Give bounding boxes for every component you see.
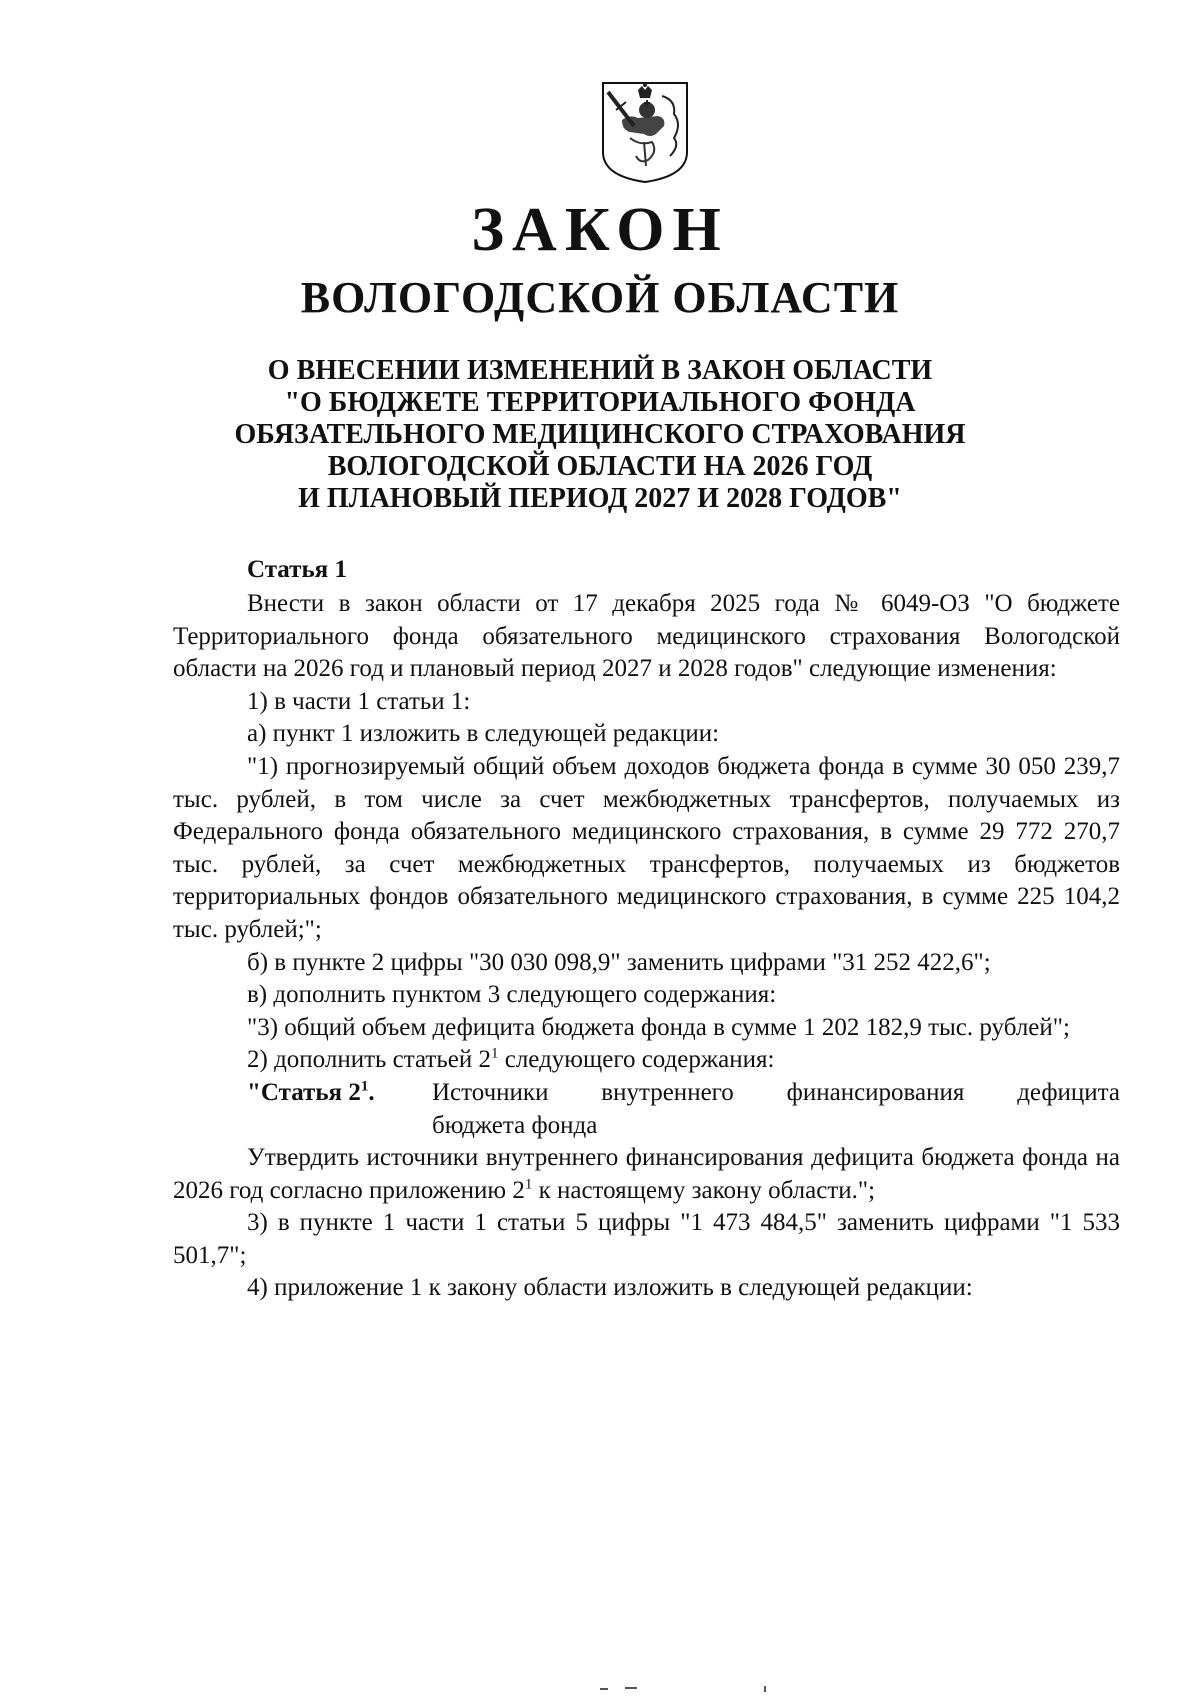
superscript: 1 (360, 1078, 369, 1095)
paragraph-text: Утвердить источники внутреннего финансирования дефицита бюджета фонда на 2026 год согласно приложению 2 (173, 1144, 1120, 1204)
paragraph: 1) в части 1 статьи 1: (247, 687, 471, 715)
law-name-line: О ВНЕСЕНИИ ИЗМЕНЕНИЙ В ЗАКОН ОБЛАСТИ (267, 355, 933, 386)
paragraph: 4) приложение 1 к закону области изложить в следующей редакции: (247, 1274, 973, 1302)
new-article-label-text: "Статья 2 (247, 1078, 361, 1106)
paragraph: а) пункт 1 изложить в следующей редакции: (247, 720, 720, 748)
law-name-line: И ПЛАНОВЫЙ ПЕРИОД 2027 И 2028 ГОДОВ" (298, 483, 902, 514)
law-name-line: ВОЛОГОДСКОЙ ОБЛАСТИ НА 2026 ГОД (327, 451, 873, 482)
superscript: 1 (490, 1045, 499, 1062)
document-title: ЗАКОН (471, 196, 729, 264)
superscript: 1 (524, 1176, 533, 1193)
new-article-title-cont: бюджета фонда (432, 1111, 598, 1139)
paragraph: в) дополнить пунктом 3 следующего содержания: (247, 981, 777, 1009)
document-subtitle: ВОЛОГОДСКОЙ ОБЛАСТИ (300, 273, 900, 322)
paragraph-text: 2) дополнить статьей 2 (247, 1046, 491, 1074)
new-article-label-dot: . (368, 1078, 375, 1106)
paragraph-text: следующего содержания: (498, 1046, 775, 1074)
paragraph: б) в пункте 2 цифры "30 030 098,9" заменить цифрами "31 252 422,6"; (247, 948, 991, 976)
paragraph: "3) общий объем дефицита бюджета фонда в сумме 1 202 182,9 тыс. рублей"; (247, 1013, 1070, 1041)
law-name (0, 355, 1200, 515)
article-heading: Статья 1 (247, 556, 347, 583)
new-article-title: Источники внутреннего финансирования дефицита (432, 1078, 1120, 1106)
paragraph-text: к настоящему закону области."; (532, 1176, 876, 1204)
scan-mark (600, 1688, 608, 1690)
paragraph (173, 1142, 1120, 1207)
scan-mark (764, 1686, 766, 1692)
coat-of-arms-icon (600, 80, 690, 184)
paragraph: 3) в пункте 1 части 1 статьи 5 цифры "1 473 484,5" заменить цифрами "1 533 501,7"; (173, 1209, 1120, 1269)
scan-mark (625, 1687, 637, 1689)
paragraph (173, 1044, 1120, 1077)
paragraph: Внести в закон области от 17 декабря 2025 года № 6049-ОЗ "О бюджете Территориального фонда обязательного медицинского страхования Вологодской области на 2026 год и плановый период 2027 и 2028 годов" следующие изменения: (173, 590, 1120, 683)
law-name-line: ОБЯЗАТЕЛЬНОГО МЕДИЦИНСКОГО СТРАХОВАНИЯ (234, 419, 966, 450)
new-article-heading (173, 1077, 1120, 1110)
document-body (173, 552, 1120, 1305)
law-name-line: "О БЮДЖЕТЕ ТЕРРИТОРИАЛЬНОГО ФОНДА (284, 387, 916, 418)
paragraph: "1) прогнозируемый общий объем доходов бюджета фонда в сумме 30 050 239,7 тыс. рублей, в том числе за счет межбюджетных трансфертов, получаемых из Федерального фонда обязательного медицинского страхования, в сумме 29 772 270,7 тыс. рублей, за счет межбюджетных трансфертов, получаемых из бюджетов территориальных фондов обязательного медицинского страхования, в сумме 225 104,2 тыс. рублей;"; (173, 752, 1120, 943)
new-article-label (247, 1077, 432, 1110)
